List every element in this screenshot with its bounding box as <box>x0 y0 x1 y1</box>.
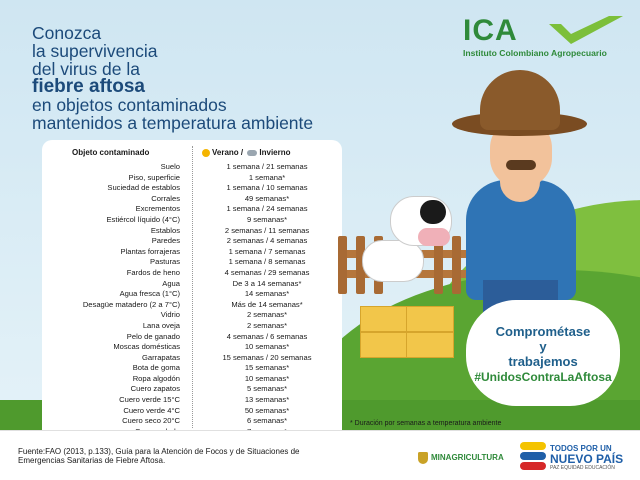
row-duration: 2 semanas / 11 semanas <box>224 225 310 235</box>
hay-bale <box>406 332 454 358</box>
cow-body <box>362 240 424 282</box>
row-duration: 10 semanas* <box>244 373 290 383</box>
row-duration: 2 semanas / 4 semanas <box>226 236 308 246</box>
table-row <box>42 321 342 332</box>
table-row <box>42 342 342 353</box>
minagri-text: MINAGRICULTURA <box>431 453 504 463</box>
row-duration: 1 semana / 8 semanas <box>228 257 306 267</box>
header-winter: Invierno <box>259 148 291 157</box>
row-object: Cuero verde 4°C <box>123 405 180 415</box>
row-duration: 1 semana / 24 semanas <box>226 204 308 214</box>
row-object: Moscas domésticas <box>113 342 180 352</box>
pais-line-2: NUEVO PAÍS <box>550 452 624 466</box>
row-duration: 14 semanas* <box>244 289 290 299</box>
row-object: Agua <box>162 278 180 288</box>
row-object: Cuero verde 15°C <box>119 395 180 405</box>
row-object: Fardos de heno <box>126 267 180 277</box>
table-row <box>42 384 342 395</box>
farmer-moustache <box>506 160 536 170</box>
headline-line-2: la supervivencia <box>32 41 158 61</box>
row-object: Paredes <box>151 236 180 246</box>
survival-table <box>42 140 342 430</box>
table-row <box>42 162 342 173</box>
slogan-hashtag: #UnidosContraLaAftosa <box>474 370 612 384</box>
row-duration: 4 semanas / 29 semanas <box>224 267 310 277</box>
ica-logo-subtitle: Instituto Colombiano Agropecuario <box>463 48 607 58</box>
row-duration: 10 semanas* <box>244 342 290 352</box>
row-object: Pasturas <box>150 257 180 267</box>
cow-nose <box>418 228 450 246</box>
fence-post <box>338 236 347 294</box>
row-duration: 1 semana / 10 semanas <box>226 183 308 193</box>
row-duration: De 3 a 14 semanas* <box>232 278 302 288</box>
row-object: Lana oveja <box>142 320 180 330</box>
table-row <box>42 353 342 364</box>
row-object: Suelo <box>160 162 180 171</box>
row-object: Excrementos <box>135 204 180 214</box>
table-row <box>42 183 342 194</box>
headline-line-4: fiebre aftosa <box>32 76 145 97</box>
table-row <box>42 279 342 290</box>
table-row <box>42 332 342 343</box>
hay-bale <box>406 306 454 332</box>
slogan-line-1: Comprométase <box>495 324 591 339</box>
row-object: Piso, superficie <box>128 172 180 182</box>
ica-logo <box>463 14 628 64</box>
ica-logo-name: ICA <box>463 14 518 47</box>
table-row <box>42 406 342 417</box>
row-duration: 9 semanas* <box>246 214 288 224</box>
header-seasons <box>202 148 291 157</box>
row-object: Plantas forrajeras <box>120 246 180 256</box>
hay-bale <box>360 306 408 332</box>
table-row <box>42 310 342 321</box>
pais-line-3: PAZ EQUIDAD EDUCACIÓN <box>550 465 615 471</box>
cow-spot <box>420 200 446 224</box>
row-object: Bota de goma <box>132 363 180 373</box>
table-row <box>42 363 342 374</box>
shield-icon <box>418 452 428 464</box>
row-object: Pelo de ganado <box>126 331 180 341</box>
pais-logo-mark <box>520 442 546 472</box>
pais-line-1: TODOS POR UN <box>550 444 612 453</box>
row-object: Corrales <box>151 193 180 203</box>
row-object: Cuero seco 20°C <box>122 416 180 426</box>
row-duration: Más de 14 semanas* <box>231 299 303 309</box>
table-row <box>42 173 342 184</box>
headline-line-6: mantenidos a temperatura ambiente <box>32 113 314 133</box>
slogan-line-2: y <box>539 339 547 354</box>
slogan-badge <box>466 300 620 406</box>
row-duration: 15 semanas* <box>244 363 290 373</box>
table-row <box>42 395 342 406</box>
footnote: * Duración por semanas a temperatura ambiente <box>350 420 502 427</box>
table-body <box>42 162 342 437</box>
row-object: Estiércol líquido (4°C) <box>106 214 180 224</box>
headline-line-3: del virus de la <box>32 59 140 79</box>
headline-line-5: en objetos contaminados <box>32 95 227 115</box>
row-object: Establos <box>150 225 180 235</box>
table-row <box>42 247 342 258</box>
row-duration: 15 semanas / 20 semanas <box>222 352 312 362</box>
table-row <box>42 204 342 215</box>
row-duration: 2 semanas* <box>246 320 288 330</box>
table-row <box>42 289 342 300</box>
pais-logo <box>550 444 623 471</box>
table-row <box>42 257 342 268</box>
hay-bale <box>360 332 408 358</box>
row-object: Cuero zapatos <box>130 384 180 394</box>
row-duration: 2 semanas* <box>246 310 288 320</box>
row-duration: 4 semanas / 6 semanas <box>226 331 308 341</box>
row-duration: 6 semanas* <box>246 416 288 426</box>
row-duration: 1 semana* <box>248 172 286 182</box>
slogan-line-3: trabajemos <box>508 354 578 369</box>
headline <box>32 24 412 132</box>
check-icon <box>549 16 623 44</box>
row-object: Agua fresca (1°C) <box>119 289 180 299</box>
header-summer: Verano <box>212 148 239 157</box>
fence-post <box>452 236 461 294</box>
header-sep: / <box>240 148 244 157</box>
row-object: Suciedad de establos <box>107 183 180 193</box>
table-row <box>42 268 342 279</box>
header-object: Objeto contaminado <box>72 148 150 157</box>
row-object: Desagüe matadero (2 a 7°C) <box>82 299 180 309</box>
row-duration: 5 semanas* <box>246 384 288 394</box>
cloud-icon <box>247 150 257 156</box>
minagri-logo <box>418 452 504 464</box>
table-row <box>42 236 342 247</box>
row-duration: 1 semana / 21 semanas <box>226 162 308 171</box>
headline-line-1: Conozca <box>32 23 102 43</box>
row-duration: 50 semanas* <box>244 405 290 415</box>
table-row <box>42 300 342 311</box>
row-duration: 49 semanas* <box>244 193 290 203</box>
table-row <box>42 416 342 427</box>
sun-icon <box>202 149 210 157</box>
table-row <box>42 194 342 205</box>
row-object: Ropa algodón <box>132 373 180 383</box>
row-duration: 1 semana / 7 semanas <box>228 246 306 256</box>
table-row <box>42 226 342 237</box>
row-object: Garrapatas <box>142 352 180 362</box>
row-object: Vidrio <box>160 310 180 320</box>
table-row <box>42 374 342 385</box>
table-row <box>42 215 342 226</box>
row-duration: 13 semanas* <box>244 395 290 405</box>
source-citation: Fuente:FAO (2013, p.133), Guía para la Atención de Focos y de Situaciones de Emergencias Sanitarias de Fiebre Aftosa. <box>18 447 300 465</box>
